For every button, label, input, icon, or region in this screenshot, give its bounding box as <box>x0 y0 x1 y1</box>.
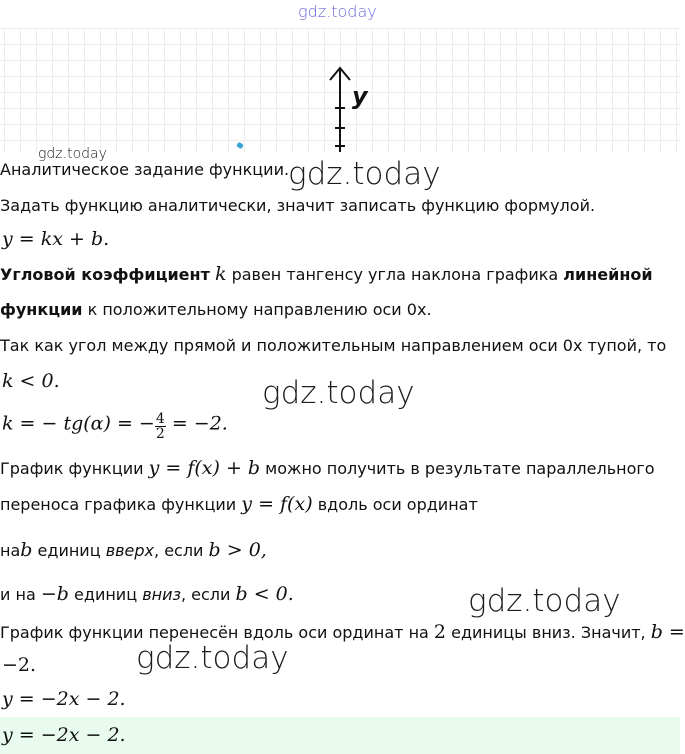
term-slope: Угловой коэффициент <box>0 265 210 284</box>
shift-down-rule <box>0 584 294 605</box>
slope-text: равен тангенсу угла наклона графика <box>231 265 559 284</box>
conclusion-text-c: единицы вниз. Значит, <box>451 623 646 642</box>
watermark-1: gdz.today <box>288 156 441 192</box>
up-text-e: , если <box>154 541 204 560</box>
shift-text-1a: График функции <box>0 459 144 478</box>
fraction-numerator: 4 <box>155 411 165 427</box>
down-text-a: и на <box>0 585 36 604</box>
y-axis-label: y <box>352 82 368 110</box>
word-up: вверх <box>105 541 155 560</box>
formula-k-left: k = − tg(α) = − <box>2 412 155 435</box>
watermark-4: gdz.today <box>136 640 289 676</box>
word-down: вниз <box>142 585 181 604</box>
fraction-denominator: 2 <box>155 426 165 442</box>
result-formula: y = −2x − 2. <box>2 688 126 710</box>
slope-text-2: к положительному направлению оси 0x. <box>87 300 432 319</box>
answer-formula: y = −2x − 2. <box>2 724 126 746</box>
var-k: k <box>214 263 227 285</box>
term-linear: линейной <box>563 265 653 284</box>
formula-k-right: = −2. <box>171 412 228 435</box>
formula-k-value <box>2 412 228 450</box>
shift-up-rule <box>0 540 267 561</box>
formula-k-negative: k < 0. <box>2 370 60 392</box>
value-b: −2. <box>2 654 37 676</box>
var-b: b <box>20 539 33 561</box>
term-function: функции <box>0 300 83 319</box>
formula-f-plus-b: y = f(x) + b <box>148 457 261 479</box>
conclusion-sentence <box>0 622 685 643</box>
definition-text: Задать функцию аналитически, значит записать функцию формулой. <box>0 196 596 215</box>
number-two: 2 <box>433 621 447 643</box>
conclusion-text-a: График функции перенесён вдоль оси ординат на <box>0 623 429 642</box>
heading-analytic: Аналитическое задание функции. <box>0 160 290 179</box>
watermark-3: gdz.today <box>468 583 621 619</box>
shift-text-2a: переноса графика функции <box>0 495 237 514</box>
slope-sentence-2 <box>0 300 432 320</box>
watermark-top: gdz.today <box>298 2 377 21</box>
watermark-small: gdz.today <box>38 146 107 162</box>
obtuse-angle-text: Так как угол между прямой и положительным направлением оси 0x тупой, то <box>0 336 667 355</box>
shift-sentence-1 <box>0 458 655 479</box>
formula-f: y = f(x) <box>241 493 313 515</box>
up-text-a: на <box>0 541 21 560</box>
slope-sentence-1 <box>0 264 653 285</box>
watermark-2: gdz.today <box>262 375 415 411</box>
shift-sentence-2 <box>0 494 478 515</box>
condition-b-negative: b < 0. <box>235 583 294 605</box>
shift-text-2b: вдоль оси ординат <box>317 495 478 514</box>
formula-linear: y = kx + b. <box>2 228 110 250</box>
up-text-c: единиц <box>37 541 101 560</box>
var-minus-b: −b <box>40 583 69 605</box>
fraction <box>155 411 166 442</box>
answer-box <box>0 717 680 754</box>
condition-b-positive: b > 0, <box>208 539 267 561</box>
shift-text-1b: можно получить в результате параллельного <box>265 459 655 478</box>
b-equals: b = <box>650 621 685 643</box>
down-text-e: , если <box>180 585 231 604</box>
down-text-c: единиц <box>74 585 138 604</box>
